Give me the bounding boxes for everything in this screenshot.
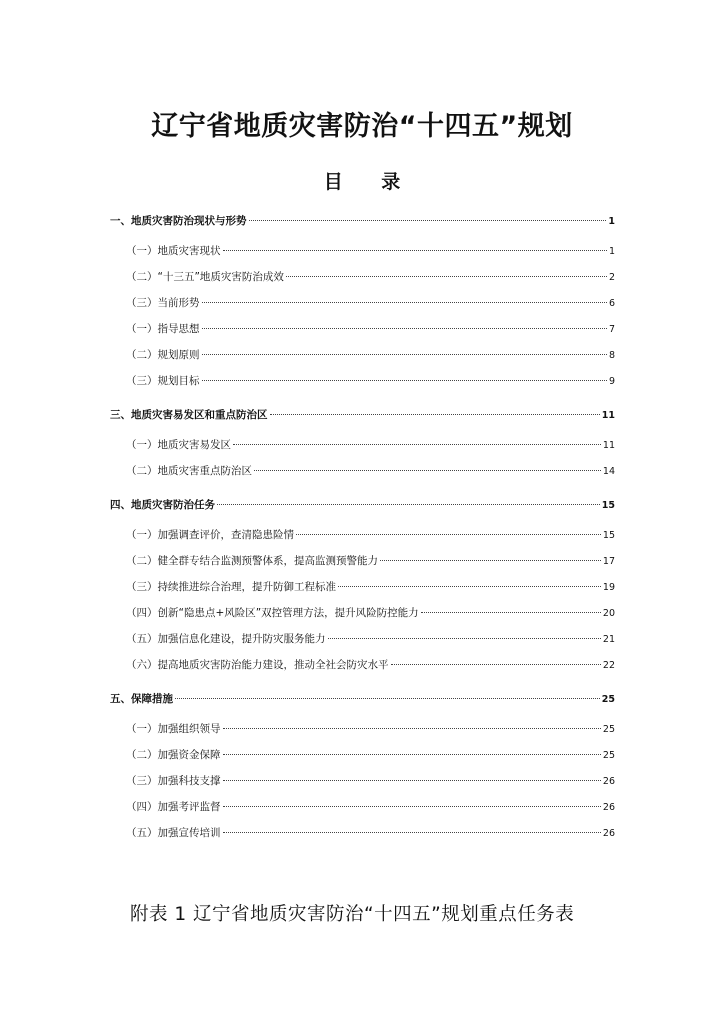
toc-entry-label: （五）加强宣传培训 bbox=[126, 827, 221, 839]
toc-subsection-entry[interactable] bbox=[110, 773, 615, 799]
toc-dot-leader bbox=[380, 560, 601, 561]
toc-page-number: 20 bbox=[602, 608, 615, 619]
toc-subsection-entry[interactable] bbox=[110, 347, 615, 373]
toc-entry-label: （二）地质灾害重点防治区 bbox=[126, 465, 252, 477]
toc-entry-label: 五、保障措施 bbox=[110, 693, 173, 705]
toc-subsection-entry[interactable] bbox=[110, 631, 615, 657]
appendix-title: 附表 1 辽宁省地质灾害防治“十四五”规划重点任务表 bbox=[130, 904, 575, 925]
toc-dot-leader bbox=[296, 534, 601, 535]
toc-subsection-entry[interactable] bbox=[110, 295, 615, 321]
toc-dot-leader bbox=[202, 354, 607, 355]
toc-dot-leader bbox=[249, 220, 607, 221]
toc-subsection-entry[interactable] bbox=[110, 747, 615, 773]
toc-page-number: 26 bbox=[602, 802, 615, 813]
toc-page-number: 6 bbox=[608, 298, 615, 309]
toc-page-number: 8 bbox=[608, 350, 615, 361]
toc-subsection-entry[interactable] bbox=[110, 437, 615, 463]
toc-entry-label: （三）当前形势 bbox=[126, 297, 200, 309]
toc-page-number: 19 bbox=[602, 582, 615, 593]
toc-dot-leader bbox=[254, 470, 601, 471]
toc-dot-leader bbox=[338, 586, 601, 587]
toc-page-number: 9 bbox=[608, 376, 615, 387]
toc-entry-label: （三）加强科技支撑 bbox=[126, 775, 221, 787]
toc-dot-leader bbox=[286, 276, 607, 277]
toc-page-number: 26 bbox=[602, 776, 615, 787]
toc-page-number: 15 bbox=[602, 530, 615, 541]
table-of-contents bbox=[110, 213, 615, 851]
toc-section-entry[interactable] bbox=[110, 407, 615, 433]
toc-page-number: 1 bbox=[608, 246, 615, 257]
toc-page-number: 11 bbox=[601, 410, 615, 421]
toc-dot-leader bbox=[391, 664, 601, 665]
toc-dot-leader bbox=[233, 444, 601, 445]
toc-entry-label: （一）加强调查评价，查清隐患险情 bbox=[126, 529, 294, 541]
toc-page-number: 22 bbox=[602, 660, 615, 671]
toc-subsection-entry[interactable] bbox=[110, 657, 615, 683]
toc-entry-label: （二）“十三五”地质灾害防治成效 bbox=[126, 271, 284, 283]
toc-entry-label: （一）加强组织领导 bbox=[126, 723, 221, 735]
toc-dot-leader bbox=[223, 806, 601, 807]
toc-section-entry[interactable] bbox=[110, 691, 615, 717]
toc-dot-leader bbox=[223, 250, 607, 251]
toc-entry-label: （六）提高地质灾害防治能力建设，推动全社会防灾水平 bbox=[126, 659, 389, 671]
toc-subsection-entry[interactable] bbox=[110, 721, 615, 747]
toc-page-number: 26 bbox=[602, 828, 615, 839]
toc-entry-label: 一、地质灾害防治现状与形势 bbox=[110, 215, 247, 227]
toc-page-number: 17 bbox=[602, 556, 615, 567]
toc-subsection-entry[interactable] bbox=[110, 799, 615, 825]
toc-entry-label: （二）加强资金保障 bbox=[126, 749, 221, 761]
toc-dot-leader bbox=[175, 698, 600, 699]
toc-entry-label: （三）持续推进综合治理，提升防御工程标准 bbox=[126, 581, 336, 593]
toc-subsection-entry[interactable] bbox=[110, 605, 615, 631]
toc-subsection-entry[interactable] bbox=[110, 321, 615, 347]
toc-subsection-entry[interactable] bbox=[110, 553, 615, 579]
toc-entry-label: （四）加强考评监督 bbox=[126, 801, 221, 813]
toc-section-entry[interactable] bbox=[110, 213, 615, 239]
toc-entry-label: （二）健全群专结合监测预警体系，提高监测预警能力 bbox=[126, 555, 378, 567]
toc-page-number: 7 bbox=[608, 324, 615, 335]
toc-heading: 目 录 bbox=[323, 171, 417, 193]
toc-subsection-entry[interactable] bbox=[110, 463, 615, 489]
toc-page-number: 15 bbox=[601, 500, 615, 511]
toc-entry-label: （五）加强信息化建设，提升防灾服务能力 bbox=[126, 633, 326, 645]
toc-dot-leader bbox=[421, 612, 601, 613]
toc-dot-leader bbox=[223, 728, 601, 729]
toc-page-number: 25 bbox=[602, 750, 615, 761]
toc-subsection-entry[interactable] bbox=[110, 825, 615, 851]
toc-entry-label: 四、地质灾害防治任务 bbox=[110, 499, 215, 511]
document-title: 辽宁省地质灾害防治“十四五”规划 bbox=[151, 111, 573, 142]
toc-page-number: 1 bbox=[608, 216, 615, 227]
toc-dot-leader bbox=[202, 380, 607, 381]
toc-dot-leader bbox=[223, 832, 601, 833]
toc-page-number: 2 bbox=[608, 272, 615, 283]
toc-subsection-entry[interactable] bbox=[110, 269, 615, 295]
toc-entry-label: （一）地质灾害现状 bbox=[126, 245, 221, 257]
toc-subsection-entry[interactable] bbox=[110, 579, 615, 605]
toc-page-number: 11 bbox=[602, 440, 615, 451]
toc-subsection-entry[interactable] bbox=[110, 527, 615, 553]
toc-entry-label: （一）地质灾害易发区 bbox=[126, 439, 231, 451]
toc-entry-label: （四）创新“隐患点+风险区”双控管理方法，提升风险防控能力 bbox=[126, 607, 419, 619]
toc-entry-label: （二）规划原则 bbox=[126, 349, 200, 361]
toc-dot-leader bbox=[202, 328, 607, 329]
toc-entry-label: （三）规划目标 bbox=[126, 375, 200, 387]
toc-page-number: 25 bbox=[602, 724, 615, 735]
toc-entry-label: 三、地质灾害易发区和重点防治区 bbox=[110, 409, 268, 421]
toc-section-entry[interactable] bbox=[110, 497, 615, 523]
toc-entry-label: （一）指导思想 bbox=[126, 323, 200, 335]
toc-dot-leader bbox=[223, 780, 601, 781]
toc-dot-leader bbox=[328, 638, 601, 639]
toc-subsection-entry[interactable] bbox=[110, 373, 615, 399]
toc-dot-leader bbox=[217, 504, 600, 505]
toc-subsection-entry[interactable] bbox=[110, 243, 615, 269]
toc-dot-leader bbox=[202, 302, 607, 303]
toc-page-number: 14 bbox=[602, 466, 615, 477]
toc-page-number: 25 bbox=[601, 694, 615, 705]
toc-dot-leader bbox=[223, 754, 601, 755]
toc-dot-leader bbox=[270, 414, 600, 415]
toc-page-number: 21 bbox=[602, 634, 615, 645]
